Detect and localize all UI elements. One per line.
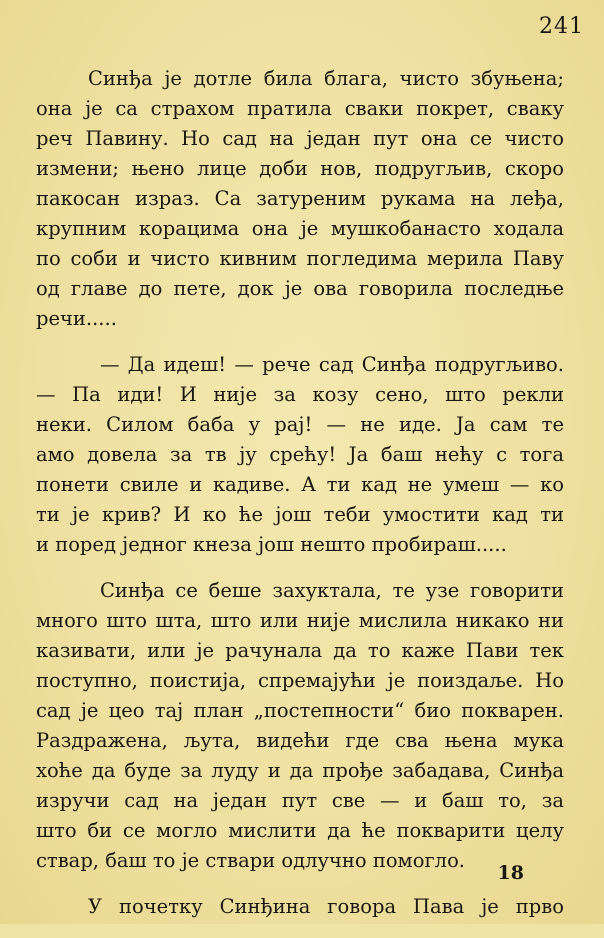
text-line: поступно, поистија, спремајући је поиздаље. Но (36, 669, 564, 692)
body-text (36, 64, 564, 938)
text-line: пакосан израз. Са затуреним рукама на леђа, (36, 187, 564, 210)
text-line: У почетку Синђина говора Пава је прво (88, 895, 564, 918)
text-line: измени; њено лице доби нов, подругљив, скоро (36, 157, 564, 180)
text-line: сад је цео тај план „постепности“ био покварен. (36, 699, 564, 722)
text-line: изручи сад на један пут све — и баш то, за (36, 789, 564, 812)
text-line: Синђа је дотле била блага, чисто збуњена; (88, 67, 564, 90)
page-number: 241 (539, 14, 584, 39)
text-line: — Да идеш! — рече сад Синђа подругљиво. (100, 353, 564, 376)
printer-signature-mark: 18 (497, 862, 524, 884)
paragraph-1 (36, 64, 564, 334)
text-line: — Па иди! И није за козу сено, што рекли (36, 383, 564, 406)
text-line: неки. Силом баба у рај! — не иде. Ја сам те (36, 413, 564, 436)
paragraph-4 (36, 892, 564, 922)
text-line: Раздражена, љута, видећи где сва њена мука (36, 729, 564, 752)
text-line: ти је крив? И ко ће још теби умостити кад ти (36, 503, 564, 526)
text-line: она је са страхом пратила сваки покрет, сваку (36, 97, 564, 120)
text-line: много што шта, што или није мислила никако ни (36, 609, 564, 632)
text-line: казивати, или је рачунала да то каже Пави тек (36, 639, 564, 662)
text-line: речи..... (36, 307, 117, 330)
text-line: и поред једног кнеза још нешто пробираш..... (36, 533, 507, 556)
text-line: реч Павину. Но сад на један пут она се чисто (36, 127, 564, 150)
text-line: понети свиле и кадиве. А ти кад не умеш — ко (36, 473, 564, 496)
text-line: по соби и чисто кивним погледима мерила Паву (36, 247, 564, 270)
text-line: од главе до пете, док је ова говорила последње (36, 277, 564, 300)
text-line: ствар, баш то је ствари одлучно помогло. (36, 849, 466, 872)
text-line: амо довела за тв ју срећу! Ја баш нећу с тога (36, 443, 564, 466)
text-line: крупним корацима она је мушкобанасто ходала (36, 217, 564, 240)
paragraph-2 (36, 350, 564, 560)
text-line: Синђа се беше захуктала, те узе говорити (100, 579, 564, 602)
paragraph-3 (36, 576, 564, 876)
text-line: што би се могло мислити да ће покварити целу (36, 819, 564, 842)
text-line: хоће да буде за луду и да прође забадава, Синђа (36, 759, 564, 782)
